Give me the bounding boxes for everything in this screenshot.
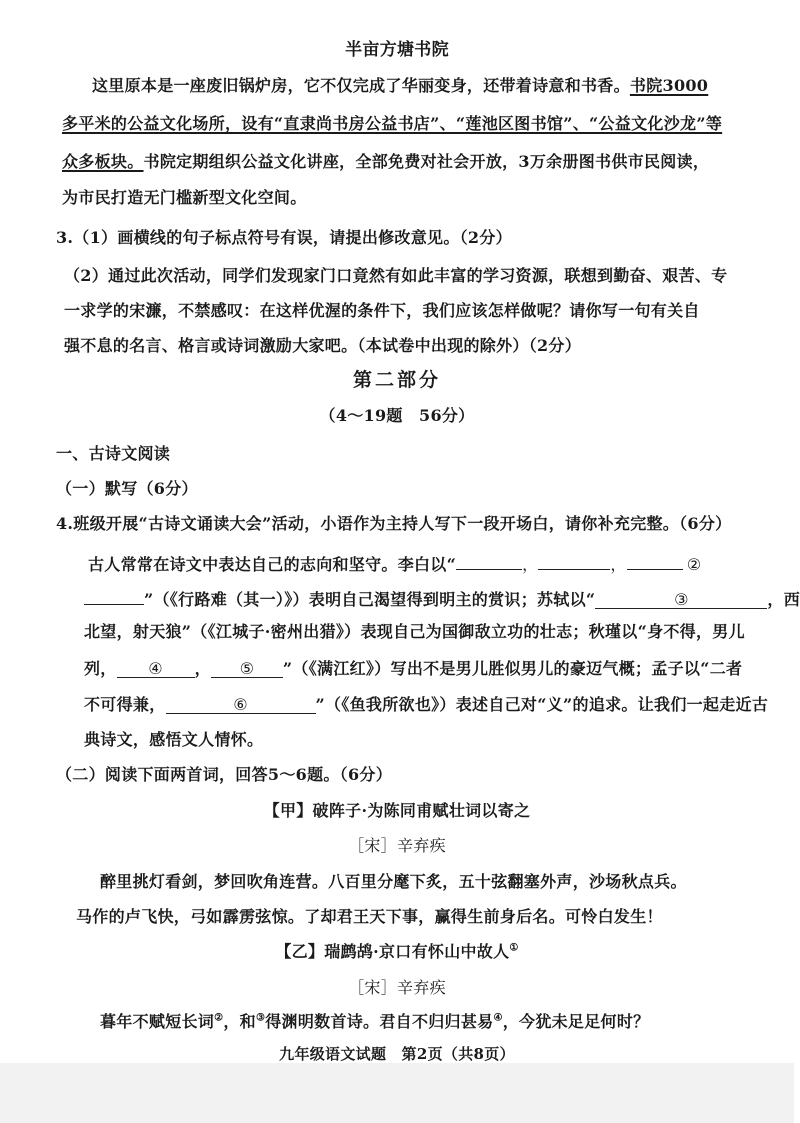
intro-line-3: 众多板块。书院定期组织公益文化讲座，全部免费对社会开放，3万余册图书供市民阅读， [62, 152, 710, 171]
question-3-part-1: 3.（1）画横线的句子标点符号有误，请提出修改意见。（2分） [56, 228, 512, 247]
blank-5[interactable] [211, 659, 283, 678]
blank-marker-5: ⑤ [239, 659, 255, 678]
poem-b-title-note: ① [509, 942, 519, 954]
section-1-heading: 一、古诗文阅读 [56, 444, 171, 463]
question-4-stem: 4.班级开展“古诗文诵读大会”活动，小语作为主持人写下一段开场白，请你补充完整。（6分） [56, 514, 732, 533]
question-4-line-6: 典诗文，感悟文人情怀。 [84, 730, 264, 749]
blank-marker-4: ④ [148, 659, 163, 678]
poem-b-title: 【乙】瑞鹧鸪·京口有怀山中故人① [275, 942, 519, 961]
question-4-line-2: ”（《行路难（其一）》）表明自己渴望得到明主的赏识；苏轼以“ ③ ，西 [84, 586, 800, 610]
poem-b-author: ［宋］辛弃疾 [348, 978, 446, 997]
blank-marker-6: ⑥ [233, 695, 248, 714]
poem-b-line-1: 暮年不赋短长词②，和③得渊明数首诗。君自不归归甚易④，今犹未足足何时？ [100, 1012, 650, 1031]
note-4: ④ [493, 1012, 503, 1024]
underlined-sentence: 书院3000 [629, 76, 709, 95]
poem-a-author: ［宋］辛弃疾 [348, 836, 446, 855]
underlined-sentence-end: 众多板块。 [62, 152, 144, 171]
question-3-part-2-line-3: 强不息的名言、格言或诗词激励大家吧。（本试卷中出现的除外）（2分） [64, 336, 582, 355]
blank-3[interactable] [595, 590, 767, 609]
page-margin [0, 1063, 794, 1123]
blank-2b[interactable] [627, 551, 683, 570]
poem-a-line-2: 马作的卢飞快，弓如霹雳弦惊。了却君王天下事，赢得生前身后名。可怜白发生！ [76, 907, 663, 926]
passage-title: 半亩方塘书院 [345, 40, 449, 60]
intro-line-4: 为市民打造无门槛新型文化空间。 [62, 188, 307, 207]
question-4-line-1: 古人常常在诗文中表达自己的志向和坚守。李白以“ ， ， ② [88, 551, 701, 575]
blank-4[interactable] [117, 659, 195, 678]
blank-marker-3: ③ [674, 590, 689, 609]
question-4-line-3: 北望，射天狼”（《江城子·密州出猎》）表现自己为国御敌立功的壮志；秋瑾以“身不得，男儿 [84, 622, 745, 641]
question-3-part-2-line-1: （2）通过此次活动，同学们发现家门口竟然有如此丰富的学习资源，联想到勤奋、艰苦、专 [64, 266, 728, 285]
blank-1[interactable] [456, 551, 522, 570]
part-2-title: 第二部分 [352, 369, 441, 391]
subsection-1-heading: （一）默写（6分） [56, 479, 198, 498]
question-3-part-2-line-2: 一求学的宋濂，不禁感叹：在这样优渥的条件下，我们应该怎样做呢？请你写一句有关自 [64, 301, 700, 320]
question-4-line-4: 列， ④ ， ⑤ ”（《满江红》）写出不是男儿胜似男儿的豪迈气概；孟子以“二者 [84, 659, 743, 678]
page-footer: 九年级语文试题 第2页（共8页） [279, 1045, 515, 1063]
blank-2c[interactable] [84, 586, 144, 605]
part-2-range: （4～19题 56分） [319, 406, 475, 425]
intro-line-1: 这里原本是一座废旧锅炉房，它不仅完成了华丽变身，还带着诗意和书香。书院3000 [92, 76, 709, 95]
note-2: ② [214, 1012, 224, 1024]
blank-2a[interactable] [538, 551, 610, 570]
subsection-2-heading: （二）阅读下面两首词，回答5～6题。（6分） [56, 765, 392, 784]
blank-6[interactable] [166, 695, 316, 714]
blank-marker-2: ② [686, 555, 702, 574]
poem-a-title: 【甲】破阵子·为陈同甫赋壮词以寄之 [263, 801, 531, 820]
question-4-line-5: 不可得兼， ⑥ ”（《鱼我所欲也》）表述自己对“义”的追求。让我们一起走近古 [84, 695, 769, 714]
intro-line-2: 多平米的公益文化场所，设有“直隶尚书房公益书店”、“莲池区图书馆”、“公益文化沙龙”等 [62, 114, 723, 133]
note-3: ③ [255, 1012, 266, 1024]
poem-a-line-1: 醉里挑灯看剑，梦回吹角连营。八百里分麾下炙，五十弦翻塞外声，沙场秋点兵。 [100, 872, 687, 891]
